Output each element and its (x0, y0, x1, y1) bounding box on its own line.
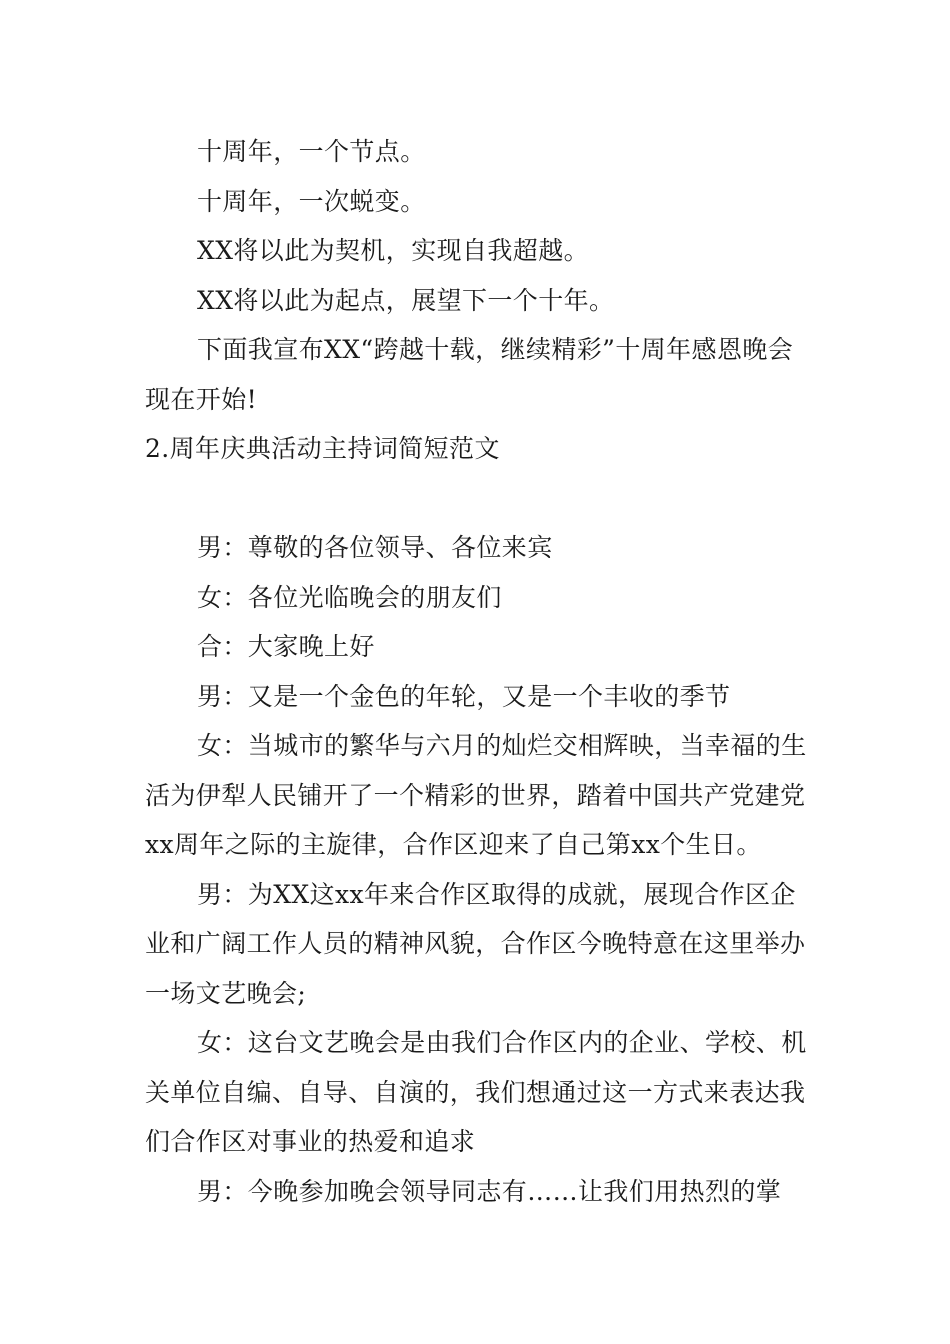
paragraph: 合：大家晚上好 (197, 632, 375, 661)
paragraph: XX将以此为起点，展望下一个十年。 (197, 285, 615, 315)
paragraph: 男：又是一个金色的年轮，又是一个丰收的季节 (197, 681, 731, 711)
blank-line (145, 474, 815, 524)
paragraph: 女：这台文艺晚会是由我们合作区内的企业、学校、机关单位自编、自导、自演的，我们想通过这一方式来表达我们合作区对事业的热爱和追求 (145, 1028, 807, 1156)
paragraph: 十周年，一次蜕变。 (197, 186, 426, 216)
document-body (145, 127, 815, 1216)
paragraph: XX将以此为契机，实现自我超越。 (197, 236, 589, 265)
paragraph: 女：各位光临晚会的朋友们 (197, 582, 502, 612)
paragraph: 男：尊敬的各位领导、各位来宾 (197, 533, 553, 562)
paragraph: 十周年，一个节点。 (197, 137, 426, 166)
paragraph: 男：今晚参加晚会领导同志有……让我们用热烈的掌 (197, 1176, 782, 1206)
paragraph: 下面我宣布XX“跨越十载，继续精彩”十周年感恩晚会现在开始! (145, 335, 794, 414)
section-heading: 2.周年庆典活动主持词简短范文 (145, 434, 500, 463)
paragraph: 男：为XX这xx年来合作区取得的成就，展现合作区企业和广阔工作人员的精神风貌，合作区今晚特意在这里举办一场文艺晚会; (145, 879, 806, 1008)
paragraph: 女：当城市的繁华与六月的灿烂交相辉映，当幸福的生活为伊犁人民铺开了一个精彩的世界，踏着中国共产党建党xx周年之际的主旋律，合作区迎来了自己第xx个生日。 (145, 731, 807, 859)
